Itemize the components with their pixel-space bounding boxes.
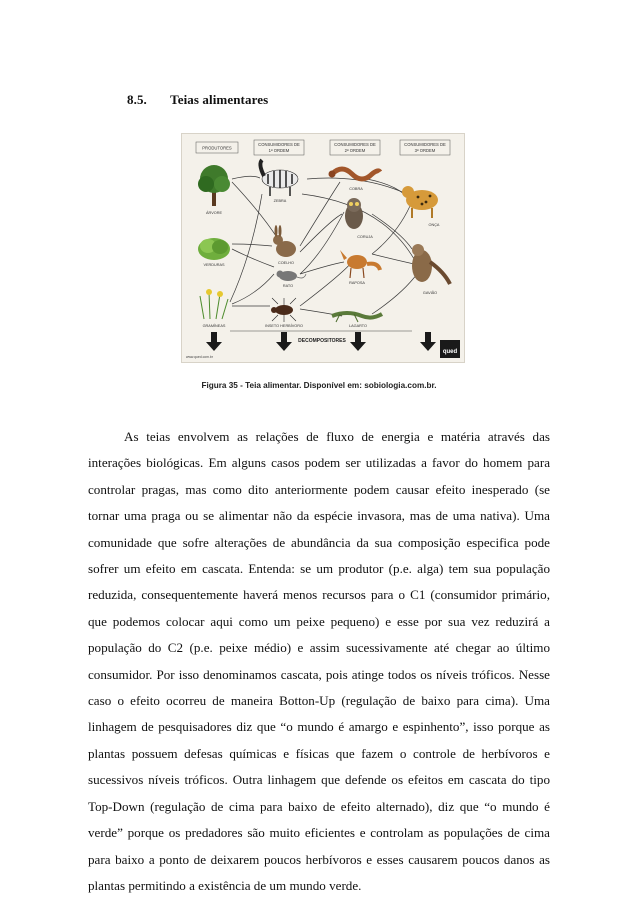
decomposers-label: DECOMPOSITORES	[298, 338, 346, 344]
qued-logo	[440, 340, 460, 358]
header-c3-line1: CONSUMIDORES DE	[404, 142, 446, 147]
label-cobra: COBRA	[349, 187, 363, 191]
organism-inseto	[271, 298, 296, 322]
section-heading	[127, 92, 268, 108]
organism-coruja	[345, 198, 363, 229]
svg-text:qued: qued	[442, 349, 458, 355]
header-c1-line1: CONSUMIDORES DE	[258, 142, 300, 147]
organism-zebra	[260, 160, 298, 196]
organism-cobra	[329, 169, 381, 179]
label-verduras: VERDURAS	[203, 263, 225, 267]
label-gaviao: GAVIÃO	[422, 291, 438, 295]
organism-coelho	[273, 225, 296, 257]
organism-verduras	[198, 238, 230, 260]
label-gramineas: GRAMÍNEAS	[202, 324, 226, 328]
label-onca: ONÇA	[428, 223, 440, 227]
header-c2-line1: CONSUMIDORES DE	[334, 142, 376, 147]
header-producers: PRODUTORES	[202, 145, 232, 151]
body-paragraph: As teias envolvem as relações de fluxo de energia e matéria através das interações biológicas. Em alguns casos podem ser utilizadas a favor do homem para controlar pragas, mas como dito anteriormente podem causar efeito inesperado (se tornar uma praga ou se alimentar não da espécie invasora, mas de uma nativa). Uma comunidade que sofre alterações de abundância da sua composição especifica pode sofrer um efeito em cascata. Entenda: se um produtor (p.e. alga) tem sua população reduzida, consequentemente haverá menos recursos para o C1 (consumidor primário, que podemos colocar aqui como um peixe pequeno) e esse por sua vez reduzirá a população do C2 (p.e. peixe médio) e assim sucessivamente até chegar ao último consumidor. Por isso denominamos cascata, pois atinge todos os níveis tróficos. Nesse caso o efeito ocorreu de maneira Botton-Up (regulação de baixo para cima). Uma linhagem de pesquisadores diz que “o mundo é amargo e espinhento”, isso porque as plantas possuem defesas químicas e físicas que fazem o controle de herbívoros e sucessivos níveis tróficos. Outra linhagem que defende os efeitos em cascata do tipo Top-Down (regulação de cima para baixo de efeito alternado), diz que “o mundo é verde” porque os predadores são muito eficientes e controlam as populações de cima para baixo a ponto de deixarem poucos herbívoros e esses causarem poucos danos as plantas permitindo a existência de um mundo verde.	[88, 429, 550, 893]
label-zebra: ZEBRA	[273, 199, 287, 203]
organism-gramineas	[200, 289, 228, 319]
label-lagarto: LAGARTO	[348, 324, 368, 328]
organism-arvore	[198, 165, 230, 206]
organism-onca	[402, 186, 438, 218]
label-raposa: RAPOSA	[349, 281, 365, 285]
label-arvore: ÁRVORE	[206, 211, 222, 215]
header-c3-line2: 3ª ORDEM	[414, 148, 436, 153]
header-c1-line2: 1ª ORDEM	[268, 148, 290, 153]
label-rato: RATO	[282, 284, 294, 288]
figure-source: www.qued.com.br	[186, 355, 213, 359]
food-web-arrows	[230, 176, 417, 316]
organism-lagarto	[332, 313, 382, 322]
label-coelho: COELHO	[277, 261, 295, 265]
food-web-figure	[181, 133, 465, 363]
figure-caption: Figura 35 - Teia alimentar. Disponível em: sobiologia.com.br.	[201, 381, 437, 390]
label-coruja: CORUJA	[357, 235, 373, 239]
organism-gaviao	[412, 244, 450, 284]
header-c2-line2: 2ª ORDEM	[344, 148, 366, 153]
label-inseto: INSETO HERBÍVORO	[265, 324, 303, 328]
section-number: 8.5.	[127, 92, 147, 107]
section-title: Teias alimentares	[170, 92, 269, 107]
